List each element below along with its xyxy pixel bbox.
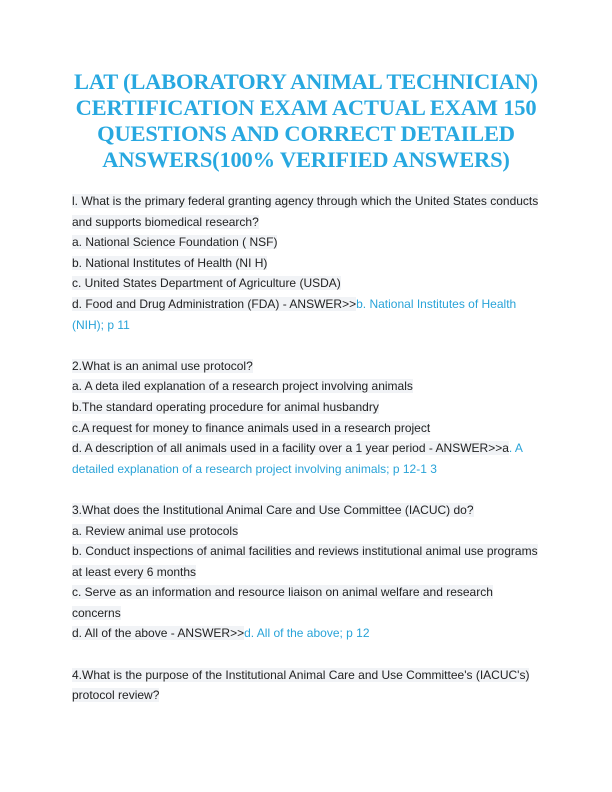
answer-option: b. National Institutes of Health (NI H)	[72, 255, 268, 270]
spacer	[72, 479, 542, 500]
question-text: and supports biomedical research?	[72, 214, 259, 229]
answer-option: a. A deta iled explanation of a research project involving animals	[72, 379, 413, 394]
answer-option: d. Food and Drug Administration (FDA) - ANSWER>>b. National Institutes of Health	[72, 296, 517, 311]
answer-option: d. A description of all animals used in a facility over a 1 year period - ANSWER>>a. A	[72, 441, 523, 456]
question-text: 2.What is an animal use protocol?	[72, 358, 253, 373]
correct-answer: . A	[508, 441, 523, 456]
spacer	[72, 335, 542, 356]
correct-answer: b. National Institutes of Health	[356, 296, 517, 311]
question-block	[72, 665, 542, 706]
question-text: l. What is the primary federal granting agency through which the United States conducts	[72, 194, 539, 208]
correct-answer-cont: detailed explanation of a research project involving animals; p 12-1 3	[72, 461, 437, 476]
question-text: 3.What does the Institutional Animal Care and Use Committee (IACUC) do?	[72, 502, 474, 517]
correct-answer-cont: (NIH); p 11	[72, 317, 130, 332]
title-line: ANSWERS(100% VERIFIED ANSWERS)	[102, 147, 510, 172]
question-block	[72, 500, 542, 644]
spacer	[72, 644, 542, 665]
question-block	[72, 356, 542, 480]
answer-option: c. United States Department of Agriculture (USDA)	[72, 276, 341, 291]
answer-option: c.A request for money to finance animals used in a research project	[72, 420, 431, 435]
document-title	[40, 69, 572, 173]
title-line: CERTIFICATION EXAM ACTUAL EXAM 150	[75, 95, 537, 120]
answer-option: d. All of the above - ANSWER>>d. All of the above; p 12	[72, 626, 370, 641]
answer-option: concerns	[72, 605, 121, 620]
title-line: QUESTIONS AND CORRECT DETAILED	[97, 121, 515, 146]
answer-option: b. Conduct inspections of animal facilities and reviews institutional animal use programs	[72, 544, 538, 559]
question-block	[72, 191, 542, 335]
answer-option: a. Review animal use protocols	[72, 523, 239, 538]
question-text: protocol review?	[72, 688, 160, 703]
answer-option: c. Serve as an information and resource liaison on animal welfare and research	[72, 585, 493, 600]
question-list	[72, 191, 542, 706]
question-text: 4.What is the purpose of the Institutional Animal Care and Use Committee's (IACUC's)	[72, 667, 530, 682]
answer-option: at least every 6 months	[72, 564, 197, 579]
correct-answer: d. All of the above; p 12	[244, 626, 370, 641]
title-line: LAT (LABORATORY ANIMAL TECHNICIAN)	[74, 69, 538, 94]
answer-option: b.The standard operating procedure for animal husbandry	[72, 399, 379, 414]
answer-option: a. National Science Foundation ( NSF)	[72, 235, 278, 250]
